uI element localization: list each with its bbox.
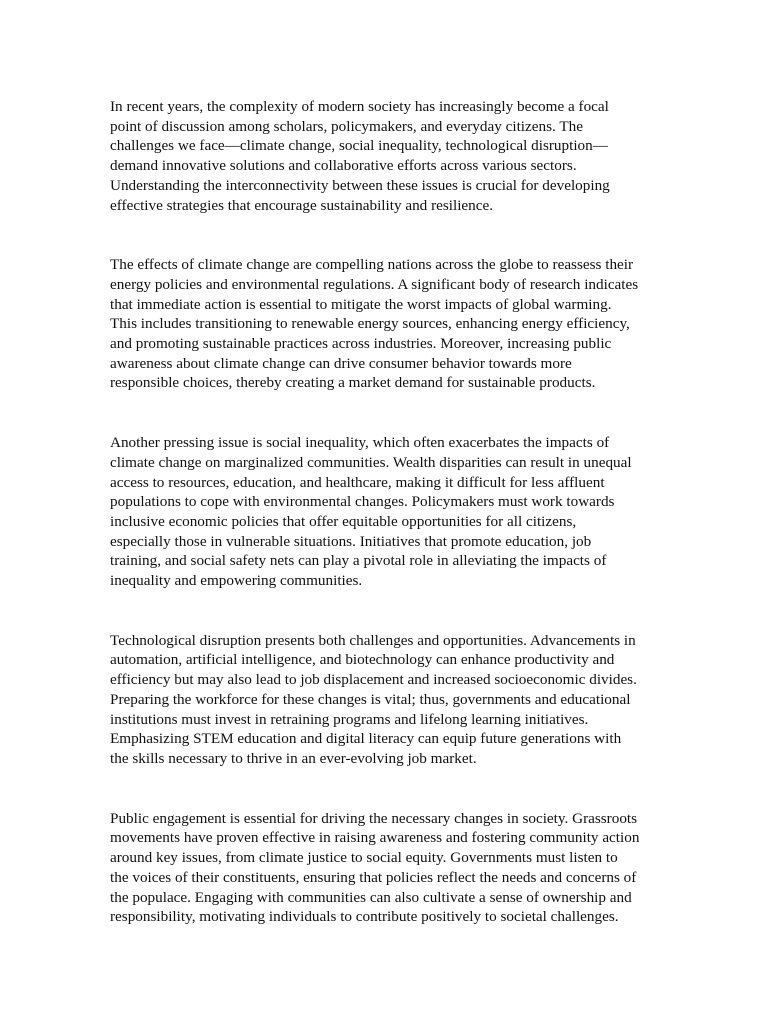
- paragraph-intro: In recent years, the complexity of modern society has increasingly become a focal point of discussion among scholars, policymakers, and everyday citizens. The challenges we face—climate change, social inequality, technological disruption— demand innovative solutions and collaborative efforts across various sectors. Understanding the interconnectivity between these issues is crucial for developing effective strategies that encourage sustainability and resilience.: [110, 98, 610, 214]
- paragraph-social-inequality: Another pressing issue is social inequality, which often exacerbates the impacts of climate change on marginalized communities. Wealth disparities can result in unequal access to resources, education, and healthcare, making it difficult for less affluent populations to cope with environmental changes. Policymakers must work towards inclusive economic policies that offer equitable opportunities for all citizens, especially those in vulnerable situations. Initiatives that promote education, job training, and social safety nets can play a pivotal role in alleviating the impacts of inequality and empowering communities.: [110, 434, 632, 590]
- paragraph-technological-disruption: Technological disruption presents both challenges and opportunities. Advancements in automation, artificial intelligence, and biotechnology can enhance productivity and efficiency but may also lead to job displacement and increased socioeconomic divides. Preparing the workforce for these changes is vital; thus, governments and educational institutions must invest in retraining programs and lifelong learning initiatives. Emphasizing STEM education and digital literacy can equip future generations with the skills necessary to thrive in an ever-evolving job market.: [110, 631, 637, 767]
- paragraph-public-engagement: Public engagement is essential for driving the necessary changes in society. Grassroots movements have proven effective in raising awareness and fostering community action around key issues, from climate justice to social equity. Governments must listen to the voices of their constituents, ensuring that policies reflect the needs and concerns of the populace. Engaging with communities can also cultivate a sense of ownership and responsibility, motivating individuals to contribute positively to societal challenges.: [110, 809, 640, 926]
- paragraph-climate-change: The effects of climate change are compelling nations across the globe to reassess their energy policies and environmental regulations. A significant body of research indicates that immediate action is essential to mitigate the worst impacts of global warming. This includes transitioning to renewable energy sources, enhancing energy efficiency, and promoting sustainable practices across industries. Moreover, increasing public awareness about climate change can drive consumer behavior towards more responsible choices, thereby creating a market demand for sustainable products.: [110, 256, 639, 392]
- document-body: [110, 97, 700, 927]
